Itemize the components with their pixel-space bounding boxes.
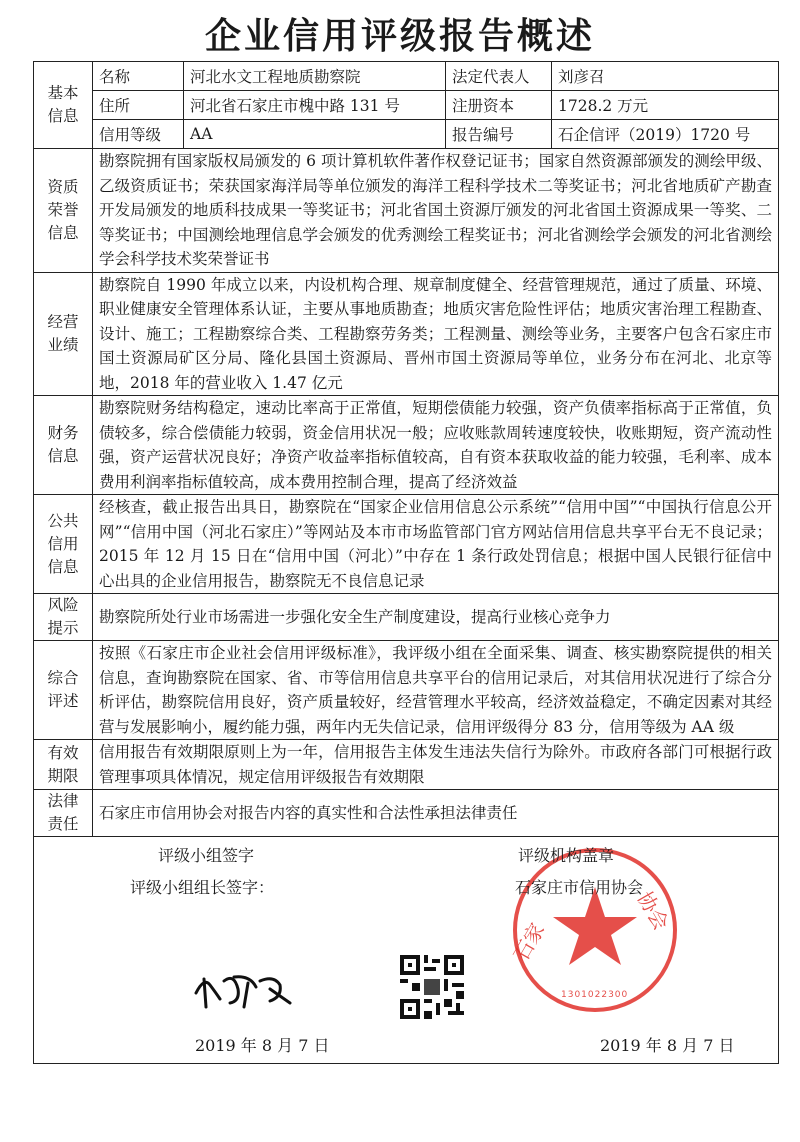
official-seal-stamp: [505, 845, 685, 1015]
field-value: 河北水文工程地质勘察院: [184, 62, 446, 91]
section-text: 信用报告有效期限原则上为一年，信用报告主体发生违法失信行为除外。市政府各部门可根据行政管理事项具体情况，规定信用评级报告有效期限: [93, 740, 779, 790]
leader-sign-label: 评级小组组长签字：: [130, 878, 275, 897]
basic-row-name: [34, 62, 779, 91]
svg-text:石家: 石家: [508, 918, 550, 966]
section-label: 法律责任: [34, 790, 93, 837]
section-row-legal: [34, 790, 779, 837]
field-value: 河北省石家庄市槐中路 131 号: [184, 91, 446, 120]
field-value: 石企信评（2019）1720 号: [552, 120, 779, 149]
section-text: 勘察院拥有国家版权局颁发的 6 项计算机软件著作权登记证书；国家自然资源部颁发的测绘甲级、乙级资质证书；荣获国家海洋局等单位颁发的海洋工程科学技术二等奖证书；河北省地质矿产勘查开发局颁发的地质科技成果一等奖证书；河北省国土资源厅颁发的河北省国土资源成果一等奖、二等奖证书；中国测绘地理信息学会颁发的优秀测绘工程奖证书；河北省测绘学会颁发的河北省测绘学会科学技术奖荣誉证书: [93, 149, 779, 273]
section-label: 风险提示: [34, 594, 93, 641]
section-row-qualifications: [34, 149, 779, 273]
section-text: 经核查，截止报告出具日，勘察院在“国家企业信用信息公示系统”“信用中国”“中国执行信息公开网”“信用中国（河北石家庄）”等网站及本市市场监管部门官方网站信用信息共享平台无不良记录；2015 年 12 月 15 日在“信用中国（河北）”中存在 1 条行政处罚信息；根据中国人民银行征信中心出具的企业信用报告，勘察院无不良信息记录: [93, 495, 779, 594]
section-row-risk: [34, 594, 779, 641]
section-row-validity: [34, 740, 779, 790]
section-label: 有效期限: [34, 740, 93, 790]
field-label: 信用等级: [93, 120, 184, 149]
field-label: 法定代表人: [446, 62, 552, 91]
section-text: 勘察院财务结构稳定，速动比率高于正常值，短期偿债能力较强，资产负债率指标高于正常值，负债较多，综合偿债能力较弱，资金信用状况一般；应收账款周转速度较快，收账期短，资产流动性强，资产运营状况良好；净资产收益率指标值较高，自有资本获取收益的能力较强，毛利率、成本费用利润率指标值较高，成本费用控制合理，提高了经济效益: [93, 396, 779, 495]
section-label-basic-info: 基本信息: [34, 62, 93, 149]
section-text: 按照《石家庄市企业社会信用评级标准》，我评级小组在全面采集、调查、核实勘察院提供的相关信息，查询勘察院在国家、省、市等信用信息共享平台的信用记录后，对其信用状况进行了综合分析评估，勘察院信用良好，资产质量较好，经营管理水平较高，经济效益稳定，不确定因素对其经营与发展影响小，履约能力强，两年内无失信记录，信用评级得分 83 分，信用等级为 AA 级: [93, 641, 779, 740]
right-date: 2019 年 8 月 7 日: [600, 1036, 735, 1055]
section-label: 公共信用信息: [34, 495, 93, 594]
section-text: 勘察院自 1990 年成立以来，内设机构合理、规章制度健全、经营管理规范，通过了质量、环境、职业健康安全管理体系认证，主要从事地质勘查；地质灾害危险性评估；地质灾害治理工程勘查、设计、施工；工程勘察综合类、工程勘察劳务类；工程测量、测绘等业务，主要客户包含石家庄市国土资源局矿区分局、隆化县国土资源局、晋州市国土资源局等单位，业务分布在河北、北京等地，2018 年的营业收入 1.47 亿元: [93, 272, 779, 396]
field-value: 1728.2 万元: [552, 91, 779, 120]
basic-row-rating: [34, 120, 779, 149]
field-value: 刘彦召: [552, 62, 779, 91]
signature-row: [34, 837, 779, 1064]
signature-block: [34, 837, 779, 1064]
svg-text:协会: 协会: [632, 887, 674, 935]
section-label: 财务信息: [34, 396, 93, 495]
svg-text:1301022300: 1301022300: [561, 990, 629, 1000]
group-sign-label: 评级小组签字: [158, 846, 255, 865]
basic-row-address: [34, 91, 779, 120]
section-label: 资质荣誉信息: [34, 149, 93, 273]
handwritten-signature: [190, 963, 300, 1013]
left-date: 2019 年 8 月 7 日: [195, 1036, 330, 1055]
page-title: 企业信用评级报告概述: [204, 16, 595, 57]
section-text: 勘察院所处行业市场需进一步强化安全生产制度建设，提高行业核心竞争力: [93, 594, 779, 641]
qr-code-icon: [400, 955, 464, 1019]
section-label: 经营业绩: [34, 272, 93, 396]
report-table: [33, 61, 779, 1064]
section-row-finance: [34, 396, 779, 495]
section-row-summary: [34, 641, 779, 740]
field-value: AA: [184, 120, 446, 149]
org-seal-label: 评级机构盖章: [518, 846, 615, 865]
section-row-public-credit: [34, 495, 779, 594]
section-label: 综合评述: [34, 641, 93, 740]
section-row-performance: [34, 272, 779, 396]
field-label: 名称: [93, 62, 184, 91]
org-name: 石家庄市信用协会: [515, 878, 644, 897]
field-label: 注册资本: [446, 91, 552, 120]
field-label: 报告编号: [446, 120, 552, 149]
section-text: 石家庄市信用协会对报告内容的真实性和合法性承担法律责任: [93, 790, 779, 837]
field-label: 住所: [93, 91, 184, 120]
